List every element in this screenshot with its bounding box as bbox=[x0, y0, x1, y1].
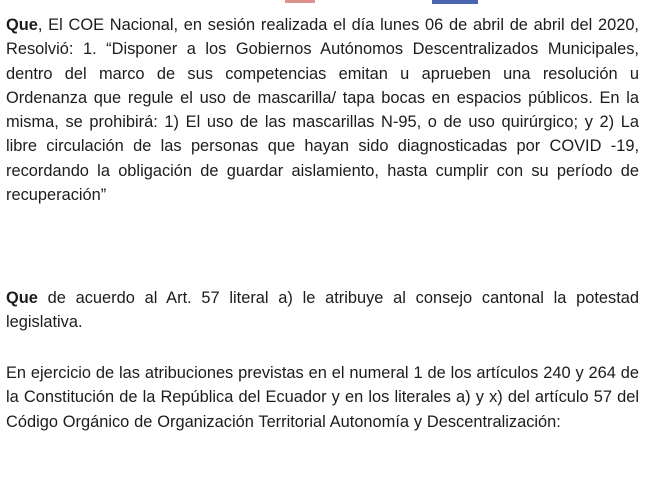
paragraph-atribuciones bbox=[6, 361, 639, 434]
paragraph-lead: Que bbox=[6, 289, 38, 307]
paragraph-art-57 bbox=[6, 286, 639, 335]
blue-stamp-fragment bbox=[432, 0, 478, 4]
top-edge-marks bbox=[0, 0, 661, 6]
paragraph-text: de acuerdo al Art. 57 literal a) le atribuye al consejo cantonal la potestad legislativa. bbox=[6, 289, 639, 332]
red-stamp-fragment bbox=[285, 0, 315, 3]
paragraph-text: , El COE Nacional, en sesión realizada el día lunes 06 de abril de abril del 2020, Resolvió: 1. “Disponer a los Gobiernos Autónomos Descentralizados Municipales, dentro del marco de sus competencias emitan u aprueben una resolución u Ordenanza que regule el uso de mascarilla/ tapa bocas en espacios públicos. En la misma, se prohibirá: 1) El uso de las mascarillas N-95, o de uso quirúrgico; y 2) La libre circulación de las personas que hayan sido diagnosticadas por COVID -19, recordando la obligación de guardar aislamiento, hasta cumplir con su período de recuperación” bbox=[6, 16, 639, 205]
paragraph-coe-resolution bbox=[6, 13, 639, 207]
paragraph-text: En ejercicio de las atribuciones previstas en el numeral 1 de los artículos 240 y 264 de la Constitución de la República del Ecuador y en los literales a) y x) del artículo 57 del Código Orgánico de Organización Territorial Autonomía y Descentralización: bbox=[6, 364, 639, 431]
paragraph-lead: Que bbox=[6, 16, 38, 34]
